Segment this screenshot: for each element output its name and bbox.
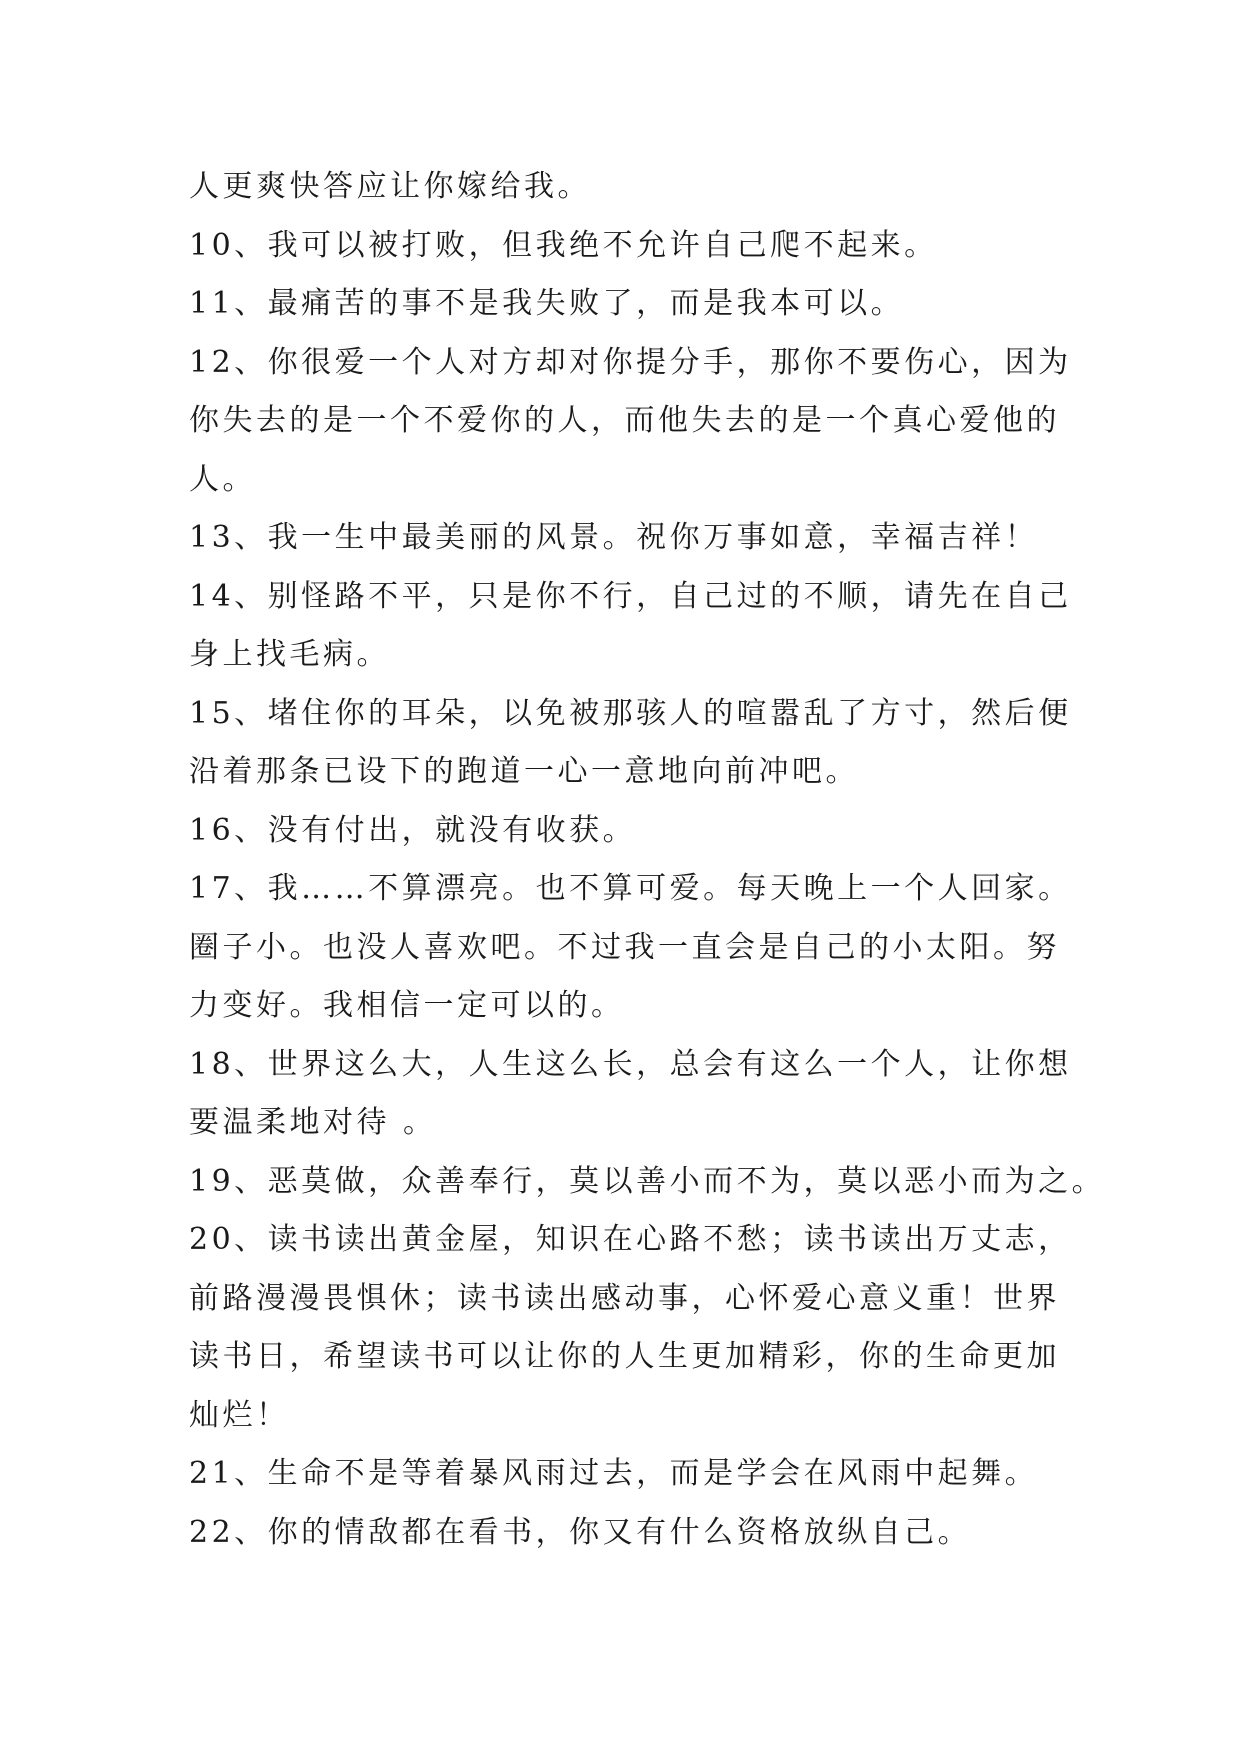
text-line: 人更爽快答应让你嫁给我。: [189, 169, 591, 204]
text-line: 20、读书读出黄金屋，知识在心路不愁；读书读出万丈志，: [189, 1222, 1072, 1257]
text-line: 22、你的情敌都在看书，你又有什么资格放纵自己。: [189, 1514, 972, 1550]
text-line: 读书日，希望读书可以让你的人生更加精彩，你的生命更加: [189, 1339, 1060, 1374]
text-line: 人。: [189, 461, 256, 497]
text-line: 你失去的是一个不爱你的人，而他失去的是一个真心爱他的: [189, 403, 1060, 438]
text-line: 15、堵住你的耳朵，以免被那骇人的喧嚣乱了方寸，然后便: [189, 695, 1072, 731]
text-line: 13、我一生中最美丽的风景。祝你万事如意，幸福吉祥！: [189, 520, 1039, 555]
text-line: 身上找毛病。: [189, 637, 390, 672]
text-line: 16、没有付出，就没有收获。: [189, 812, 637, 848]
text-line: 圈子小。也没人喜欢吧。不过我一直会是自己的小太阳。努: [189, 929, 1060, 965]
text-line: 力变好。我相信一定可以的。: [189, 988, 625, 1023]
text-line: 19、恶莫做，众善奉行，莫以善小而不为，莫以恶小而为之。: [189, 1163, 1106, 1199]
document-body: [189, 158, 1106, 1562]
text-line: 21、生命不是等着暴风雨过去，而是学会在风雨中起舞。: [189, 1456, 1039, 1491]
text-line: 14、别怪路不平，只是你不行，自己过的不顺，请先在自己: [189, 578, 1072, 614]
text-line: 11、最痛苦的事不是我失败了，而是我本可以。: [189, 286, 905, 321]
text-line: 灿烂！: [189, 1397, 290, 1433]
text-line: 17、我……不算漂亮。也不算可爱。每天晚上一个人回家。: [189, 871, 1072, 906]
text-line: 沿着那条已设下的跑道一心一意地向前冲吧。: [189, 754, 859, 789]
text-line: 10、我可以被打败，但我绝不允许自己爬不起来。: [189, 227, 938, 263]
text-line: 12、你很爱一个人对方却对你提分手，那你不要伤心，因为: [189, 344, 1072, 380]
text-line: 要温柔地对待 。: [189, 1105, 437, 1140]
text-line: 前路漫漫畏惧休；读书读出感动事，心怀爱心意义重！世界: [189, 1280, 1060, 1316]
text-line: 18、世界这么大，人生这么长，总会有这么一个人，让你想: [189, 1046, 1072, 1082]
